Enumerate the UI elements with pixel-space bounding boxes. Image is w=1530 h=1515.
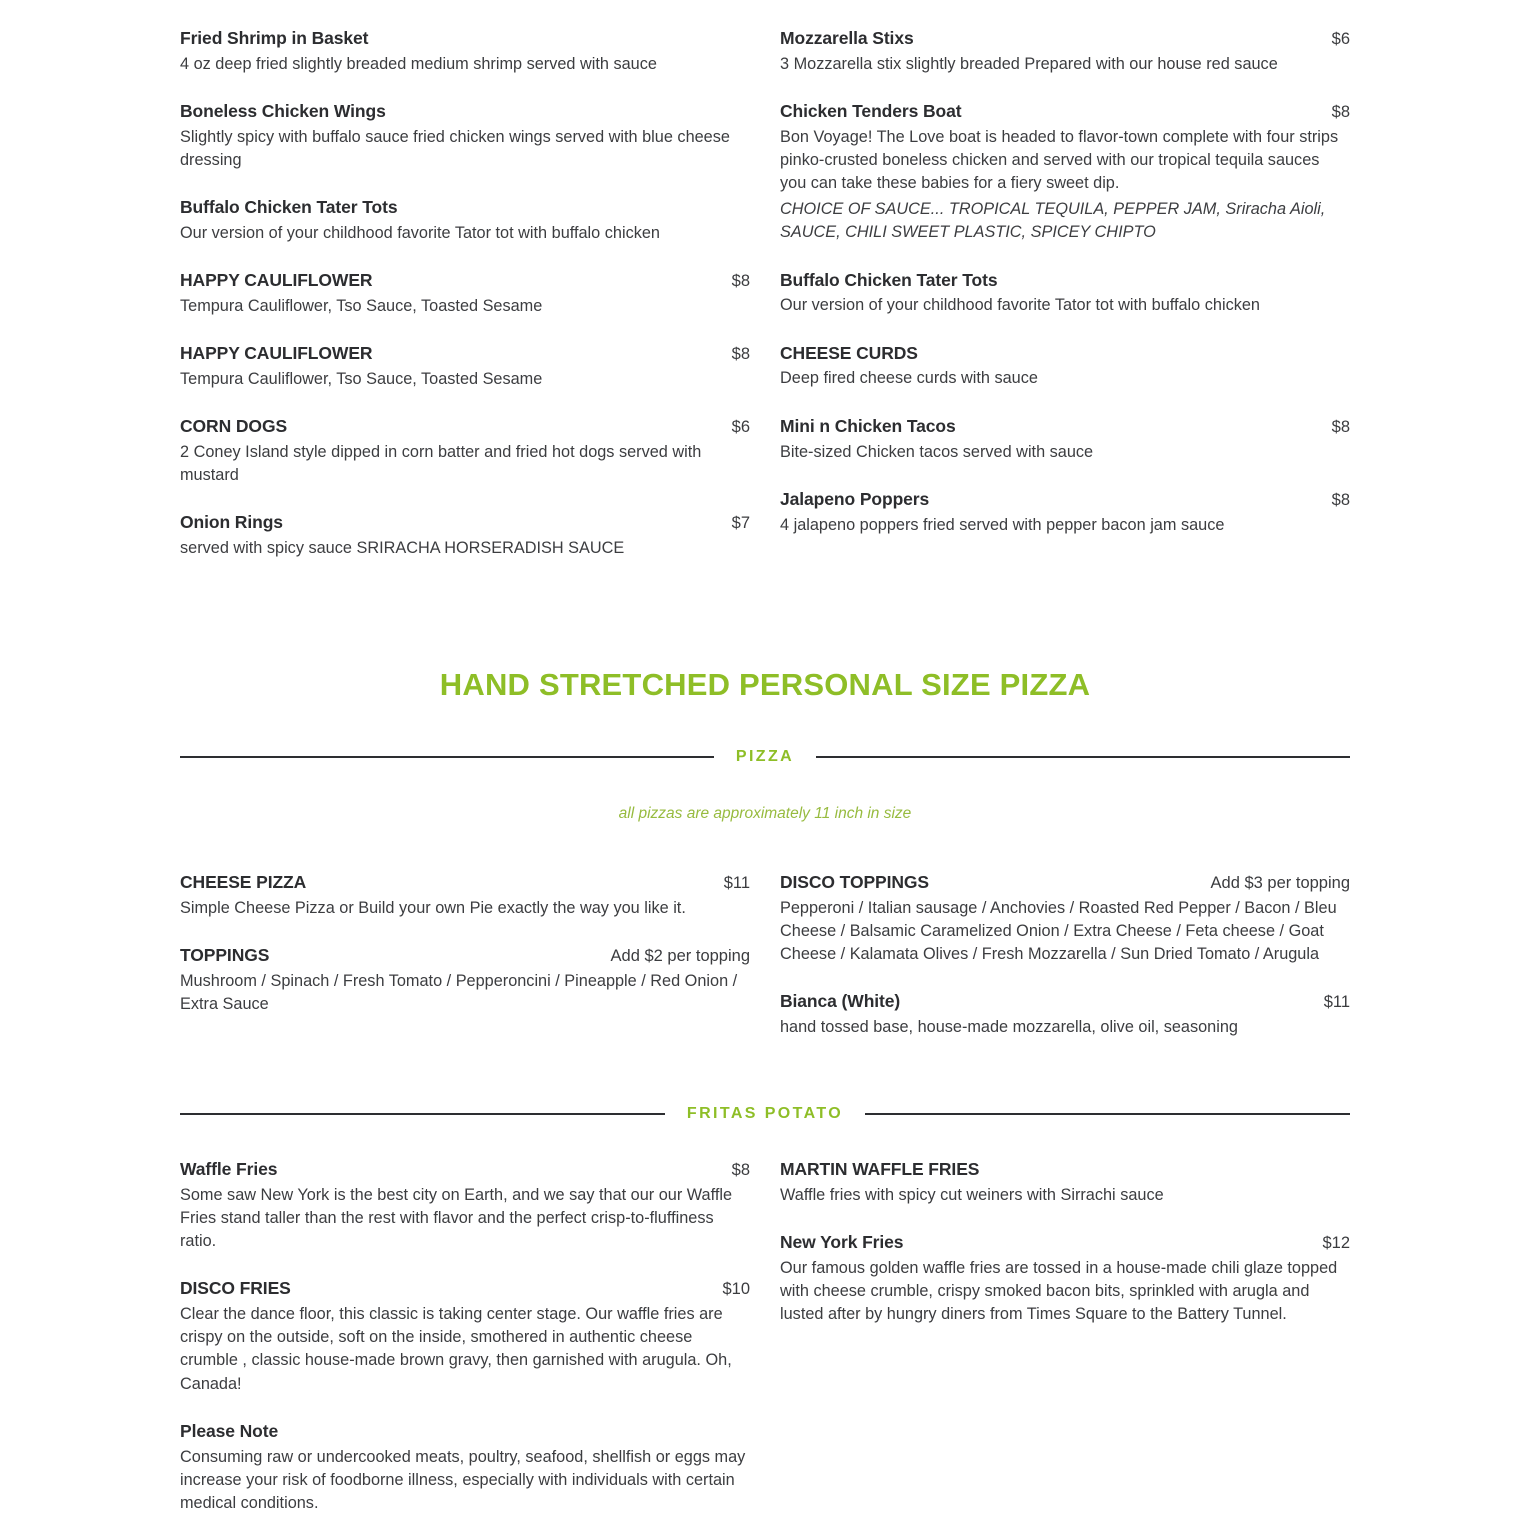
menu-item-description: 4 oz deep fried slightly breaded medium shrimp served with sauce [180,54,657,73]
menu-item-price: $8 [731,272,750,291]
menu-item-title: CHEESE PIZZA [180,871,307,892]
menu-item [180,1421,750,1515]
menu-item-header [180,28,750,50]
menu-item-header [180,1159,750,1181]
menu-item-description: Our version of your childhood favorite Tator tot with buffalo chicken [780,296,1260,315]
menu-item-title: DISCO FRIES [180,1278,291,1299]
appetizers-section [180,28,1350,560]
menu-item-title: HAPPY CAULIFLOWER [180,343,373,364]
menu-item [180,872,750,920]
menu-item-description: Deep fired cheese curds with sauce [780,369,1038,388]
menu-item [180,270,750,318]
pizza-left-column [180,872,750,1039]
menu-item-title: Bianca (White) [780,990,901,1011]
menu-item-title: Onion Rings [180,512,283,533]
menu-item-header [180,945,750,967]
menu-item-description: Waffle fries with spicy cut weiners with Sirrachi sauce [780,1185,1164,1204]
menu-item [180,101,750,172]
menu-item [780,270,1350,318]
menu-item-description: served with spicy sauce SRIRACHA HORSERADISH SAUCE [180,539,625,558]
menu-item-header [780,872,1350,894]
menu-item-description: Clear the dance floor, this classic is taking center stage. Our waffle fries are crispy on the outside, soft on the inside, smothered in authentic cheese crumble , classic house-made brown gravy, then garnished with arugula. Oh, Canada! [180,1305,732,1393]
menu-item-title: Waffle Fries [180,1158,278,1179]
menu-item-header [180,270,750,292]
menu-item-description: Consuming raw or undercooked meats, poultry, seafood, shellfish or eggs may increase your risk of foodborne illness, especially with individuals with certain medical conditions. [180,1447,746,1512]
menu-item-header [780,1159,1350,1181]
menu-item [780,343,1350,391]
menu-item-description: 4 jalapeno poppers fried served with pepper bacon jam sauce [780,515,1225,534]
menu-item-price: $11 [723,873,750,892]
menu-item [180,28,750,76]
menu-item-price: $7 [731,514,750,533]
rule-line-right [865,1113,1350,1115]
fritas-right-column [780,1159,1350,1515]
menu-item-price: $10 [722,1280,750,1299]
menu-item-header [180,343,750,365]
pizza-section-title: HAND STRETCHED PERSONAL SIZE PIZZA [439,667,1091,703]
menu-item-title: DISCO TOPPINGS [780,871,929,892]
menu-item-description: 2 Coney Island style dipped in corn batter and fried hot dogs served with mustard [180,443,702,485]
pizza-items-section [180,872,1350,1039]
menu-item-header [780,991,1350,1013]
menu-item-title: Please Note [180,1420,279,1441]
menu-item-description: Tempura Cauliflower, Tso Sauce, Toasted Sesame [180,370,543,389]
menu-item-title: Boneless Chicken Wings [180,101,386,122]
menu-item-price: $8 [1331,103,1350,122]
menu-item-price: $8 [731,345,750,364]
appetizers-right-column [780,28,1350,560]
menu-item-header [180,1278,750,1300]
menu-item-sauce-choices: CHOICE OF SAUCE... TROPICAL TEQUILA, PEPPER JAM, Sriracha Aioli, SAUCE, CHILI SWEET PLASTIC, SPICEY CHIPTO [780,200,1326,242]
menu-item-title: Mini n Chicken Tacos [780,415,956,436]
menu-item-title: Chicken Tenders Boat [780,101,962,122]
menu-item-header [780,416,1350,438]
menu-item-title: Buffalo Chicken Tater Tots [180,197,398,218]
menu-item-price: $8 [1331,417,1350,436]
menu-item [180,512,750,560]
menu-item-title: CHEESE CURDS [780,342,918,363]
menu-item-description: Simple Cheese Pizza or Build your own Pie exactly the way you like it. [180,898,686,917]
menu-item [180,1278,750,1395]
menu-item-description: 3 Mozzarella stix slightly breaded Prepared with our house red sauce [780,54,1278,73]
menu-item-title: Mozzarella Stixs [780,28,914,48]
menu-item-title: MARTIN WAFFLE FRIES [780,1158,980,1179]
menu-item [780,991,1350,1039]
menu-item-header [780,343,1350,365]
menu-item [180,945,750,1016]
pizza-rule-heading [180,748,1350,766]
menu-item-description: hand tossed base, house-made mozzarella, olive oil, seasoning [780,1017,1238,1036]
menu-item-title: HAPPY CAULIFLOWER [180,270,373,291]
rule-line-left [180,1113,665,1115]
menu-item-title: Fried Shrimp in Basket [180,28,369,48]
menu-item-description: Mushroom / Spinach / Fresh Tomato / Pepperoncini / Pineapple / Red Onion / Extra Sauce [180,971,738,1013]
menu-item-title: Jalapeno Poppers [780,488,930,509]
menu-item-header [180,512,750,534]
pizza-size-note: all pizzas are approximately 11 inch in size [618,805,912,823]
menu-item-header [780,489,1350,511]
menu-item-header [180,197,750,219]
menu-item-header [780,101,1350,123]
fritas-left-column [180,1159,750,1515]
menu-item [780,416,1350,464]
menu-item [180,1159,750,1253]
rule-line-left [180,756,714,758]
menu-item [180,343,750,391]
fritas-items-section [180,1159,1350,1515]
menu-item [780,872,1350,966]
fritas-rule-heading [180,1105,1350,1123]
menu-item-title: Buffalo Chicken Tater Tots [780,269,998,290]
menu-item-price: $8 [1331,490,1350,509]
menu-item-description: Bon Voyage! The Love boat is headed to flavor-town complete with four strips pinko-crusted boneless chicken and served with our tropical tequila sauces you can take these babies for a fiery sweet dip. [780,127,1339,193]
pizza-rule-label: PIZZA [735,748,795,766]
menu-item-description: Tempura Cauliflower, Tso Sauce, Toasted Sesame [180,297,543,316]
menu-item [780,28,1350,76]
menu-item-note: Add $2 per topping [610,946,750,965]
menu-item [780,489,1350,537]
menu-item [180,197,750,245]
menu-item [780,101,1350,245]
menu-item-description: Bite-sized Chicken tacos served with sauce [780,442,1094,461]
menu-item-header [780,270,1350,292]
menu-item [780,1159,1350,1207]
menu-item-header [180,101,750,123]
menu-item-header [180,872,750,894]
menu-item [780,1232,1350,1326]
menu-item-price: $12 [1322,1233,1350,1252]
menu-item-description: Pepperoni / Italian sausage / Anchovies / Roasted Red Pepper / Bacon / Bleu Cheese / Balsamic Caramelized Onion / Extra Cheese / Feta cheese / Goat Cheese / Kalamata Olives / Fresh Mozzarella / Sun Dried Tomato / Arugula [780,898,1337,963]
appetizers-left-column [180,28,750,560]
menu-item-description: Slightly spicy with buffalo sauce fried chicken wings served with blue cheese dressing [180,127,730,170]
rule-line-right [816,756,1350,758]
menu-item-price: $11 [1323,992,1350,1011]
menu-item-note: Add $3 per topping [1210,873,1350,892]
menu-item-description: Our famous golden waffle fries are tossed in a house-made chili glaze topped with cheese crumble, crispy smoked bacon bits, sprinkled with arugla and lusted after by hungry diners from Times Square to the Battery Tunnel. [780,1258,1338,1324]
menu-item-price: $6 [731,418,750,437]
menu-item-header [180,416,750,438]
menu-item-description: Our version of your childhood favorite Tator tot with buffalo chicken [180,224,660,243]
menu-item-header [780,28,1350,50]
pizza-right-column [780,872,1350,1039]
menu-item-price: $8 [731,1160,750,1179]
menu-item-title: New York Fries [780,1231,904,1252]
menu-item-price: $6 [1331,30,1350,48]
menu-item-title: TOPPINGS [180,944,270,965]
menu-item-description: Some saw New York is the best city on Earth, and we say that our our Waffle Fries stand taller than the rest with flavor and the perfect crisp-to-fluffiness ratio. [180,1185,733,1251]
menu-item-title: CORN DOGS [180,416,288,437]
menu-item-header [180,1421,750,1443]
menu-item-header [780,1232,1350,1254]
menu-item [180,416,750,487]
fritas-rule-label: FRITAS POTATO [686,1104,844,1122]
